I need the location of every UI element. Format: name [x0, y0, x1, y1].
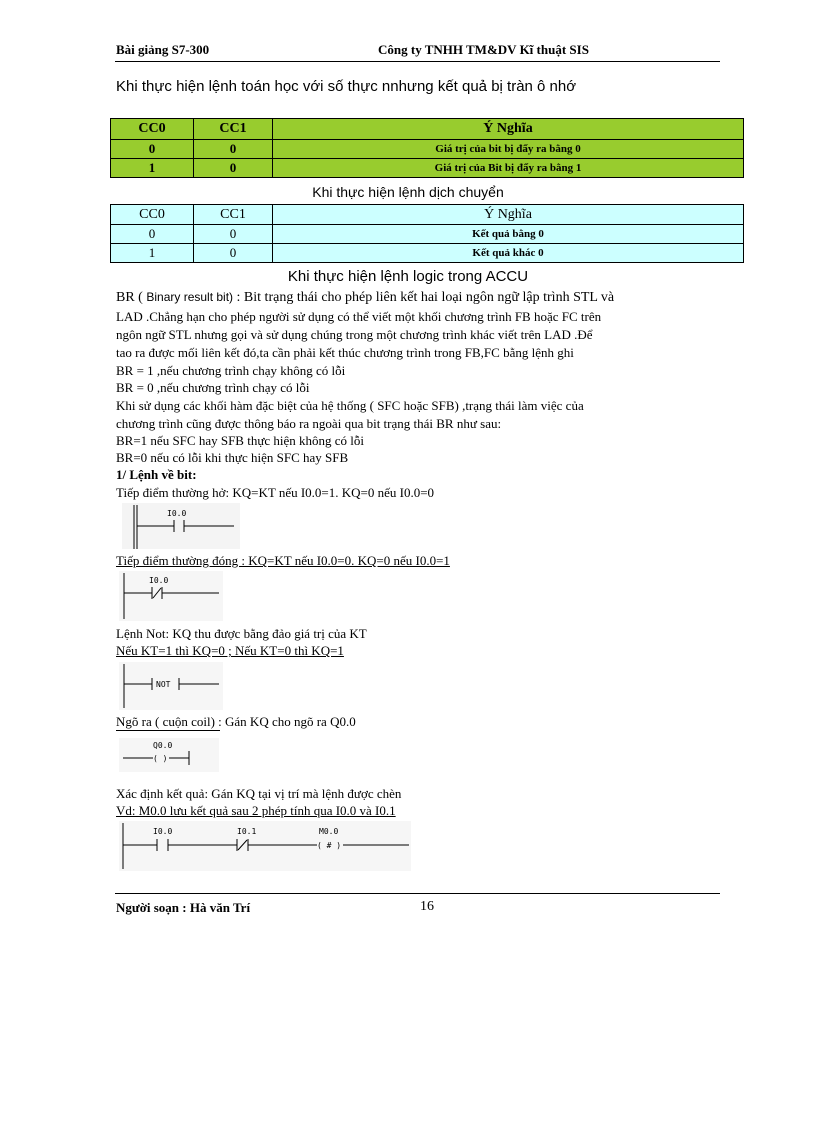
ladder-not	[119, 662, 223, 710]
coil-label: Q0.0	[153, 741, 173, 750]
table-cell: 0	[194, 159, 273, 178]
midline-label: M0.0	[319, 827, 339, 836]
table-header-cell: CC0	[111, 119, 194, 140]
midline-desc-2-text: Vd: M0.0 lưu kết quả sau 2 phép tính qua I0.0 và I0.1	[116, 803, 396, 818]
ladder-coil	[119, 738, 219, 772]
ladder-nc-contact	[119, 571, 223, 621]
paragraph-line: BR = 1 ,nếu chương trình chạy không có lỗi	[116, 363, 346, 378]
table-header-cell: CC0	[111, 205, 194, 225]
table-row	[111, 225, 744, 244]
diagram-bg	[119, 662, 223, 710]
table-cell: 1	[111, 159, 194, 178]
table-cell: 0	[111, 140, 194, 159]
ladder-no-contact	[122, 503, 240, 549]
contact-label-i00: I0.0	[153, 827, 173, 836]
midline-desc-1: Xác định kết quả: Gán KQ tại vị trí mà lệnh được chèn	[116, 786, 402, 801]
table-cell: 0	[111, 225, 194, 244]
paragraph-line: LAD .Chẳng hạn cho phép người sử dụng có thể viết một khối chương trình FB hoặc FC trên	[116, 309, 602, 324]
section-title: 1/ Lệnh về bit:	[116, 467, 197, 482]
header-rule	[115, 61, 720, 62]
footer-rule	[115, 893, 720, 894]
coil-underline	[116, 730, 220, 731]
flags-table-shift	[110, 204, 744, 263]
br-label: BR (	[116, 290, 143, 305]
paragraph-line: ngôn ngữ STL nhưng gọi và sử dụng chúng trong một chương trình khác viết trên LAD .Để	[116, 327, 593, 342]
br-term: Binary result bit)	[146, 290, 234, 304]
table-row	[111, 159, 744, 178]
table-header-cell: Ý Nghĩa	[273, 119, 744, 140]
midline-symbol: ( # )	[317, 841, 342, 850]
flags-table-overflow	[110, 118, 744, 178]
br-desc: : Bit trạng thái cho phép liên kết hai loại ngôn ngữ lập trình STL và	[236, 290, 615, 305]
table-row	[111, 140, 744, 159]
coil-symbol: ( )	[153, 754, 168, 763]
table-cell: 0	[194, 140, 273, 159]
paragraph-line: BR=0 nếu có lỗi khi thực hiện SFC hay SFB	[116, 450, 349, 465]
paragraph-line: BR = 0 ,nếu chương trình chạy có lỗi	[116, 380, 310, 395]
paragraph-line: tao ra được mối liên kết đó,ta cần phải kết thúc chương trình trong FB,FC bằng lệnh ghi	[116, 345, 574, 360]
page-number: 16	[420, 899, 434, 914]
header-right: Công ty TNHH TM&DV Kĩ thuật SIS	[378, 42, 589, 57]
no-contact-desc: Tiếp điểm thường hở: KQ=KT nếu I0.0=1. KQ=0 nếu I0.0=0	[116, 485, 435, 500]
table-header-cell: Ý Nghĩa	[273, 205, 744, 225]
contact-label: I0.0	[149, 576, 169, 585]
table-row	[111, 244, 744, 263]
table-cell: Kết quả khác 0	[273, 244, 744, 263]
midline-desc-2	[116, 803, 396, 818]
paragraph-line: chương trình cũng được thông báo ra ngoài qua bit trạng thái BR như sau:	[116, 416, 502, 431]
table1-caption: Khi thực hiện lệnh dịch chuyển	[312, 184, 504, 200]
nc-contact-desc	[116, 553, 450, 568]
header-left: Bài giảng S7-300	[116, 42, 210, 57]
not-desc-2-text: Nếu KT=1 thì KQ=0 ; Nếu KT=0 thì KQ=1	[116, 643, 344, 658]
paragraph-line: Khi sử dụng các khối hàm đặc biệt của hệ thống ( SFC hoặc SFB) ,trạng thái làm việc của	[116, 398, 584, 413]
table2-caption: Khi thực hiện lệnh logic trong ACCU	[287, 268, 529, 285]
table-header-row	[111, 205, 744, 225]
table-header-row	[111, 119, 744, 140]
footer-author: Người soạn : Hà văn Trí	[116, 900, 251, 915]
ladder-midline	[119, 821, 411, 871]
table-cell: Giá trị của Bit bị đẩy ra bằng 1	[273, 159, 744, 178]
nc-contact-text: Tiếp điểm thường đóng : KQ=KT nếu I0.0=0. KQ=0 nếu I0.0=1	[116, 553, 450, 568]
paragraph-line: BR=1 nếu SFC hay SFB thực hiện không có lỗi	[116, 433, 365, 448]
table-cell: Giá trị của bit bị đẩy ra bằng 0	[273, 140, 744, 159]
table-header-cell: CC1	[194, 205, 273, 225]
not-desc-2	[116, 643, 344, 658]
table-cell: 0	[194, 244, 273, 263]
contact-label-i01: I0.1	[237, 827, 257, 836]
paragraph-line	[116, 290, 614, 305]
not-desc-1: Lệnh Not: KQ thu được bằng đảo giá trị của KT	[116, 626, 367, 641]
table-header-cell: CC1	[194, 119, 273, 140]
table-cell: 0	[194, 225, 273, 244]
diagram-bg	[119, 571, 223, 621]
table-cell: Kết quả bằng 0	[273, 225, 744, 244]
coil-desc: Ngõ ra ( cuộn coil) : Gán KQ cho ngõ ra Q0.0	[116, 714, 356, 729]
not-label: NOT	[156, 680, 171, 689]
contact-label: I0.0	[167, 509, 187, 518]
intro-line: Khi thực hiện lệnh toán học với số thực nnhưng kết quả bị tràn ô nhớ	[116, 78, 577, 95]
table-cell: 1	[111, 244, 194, 263]
